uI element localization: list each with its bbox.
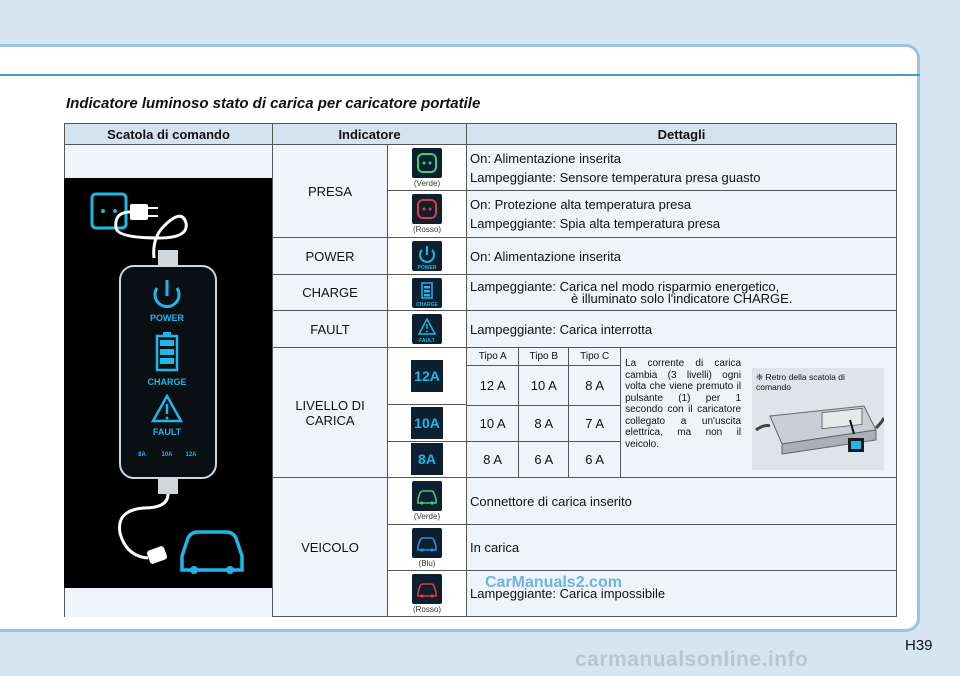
warning-icon	[412, 314, 442, 344]
level-10a-indicator	[388, 405, 467, 441]
caption-verde: (Verde)	[413, 178, 441, 188]
outlet-green-icon	[412, 148, 442, 178]
device-battery-bar	[160, 349, 174, 355]
device-battery-bar	[160, 340, 174, 346]
level-value: 8 A	[569, 365, 621, 405]
car-red-icon	[412, 574, 442, 604]
cable-strain-relief	[158, 250, 178, 266]
label-power: POWER	[273, 238, 388, 275]
detail-line: On: Protezione alta temperatura presa	[470, 197, 692, 212]
fault-indicator	[388, 311, 467, 348]
level-value: 10 A	[519, 365, 569, 405]
car-green-icon	[412, 481, 442, 511]
detail-line: On: Alimentazione inserita	[470, 150, 622, 166]
type-c-header: Tipo C	[569, 348, 621, 365]
fault-icon-label: FAULT	[419, 338, 435, 344]
livello-label-line1: LIVELLO DI	[295, 397, 365, 413]
car-blue-icon	[412, 528, 442, 558]
level-10a-icon: 10A	[411, 407, 443, 439]
device-warning-dot	[166, 417, 169, 420]
header-details: Dettagli	[467, 124, 897, 145]
power-icon	[412, 241, 442, 271]
level-8a-icon: 8A	[411, 443, 443, 475]
device-charge-label: CHARGE	[147, 377, 187, 387]
label-fault: FAULT	[273, 311, 388, 348]
detail-line: Lampeggiante: Carica nel modo risparmio energetico,	[470, 278, 780, 294]
vehicle-green-details: Connettore di carica inserito	[467, 478, 897, 525]
caption-rosso: (Rosso)	[412, 225, 441, 234]
caption-blu: (Blu)	[418, 558, 436, 568]
charger-drawing	[64, 178, 272, 588]
section-heading: Indicatore luminoso stato di carica per caricatore portatile	[66, 95, 481, 112]
control-box-back-photo	[752, 368, 884, 470]
vehicle-connector	[146, 545, 168, 564]
battery-icon	[412, 278, 442, 308]
type-a-header: Tipo A	[467, 348, 519, 365]
portable-charger-illustration	[64, 178, 272, 588]
label-presa: PRESA	[273, 145, 388, 238]
level-value: 10 A	[467, 405, 519, 441]
fault-details: Lampeggiante: Carica interrotta	[467, 311, 897, 348]
level-8a-indicator	[388, 441, 467, 477]
page-number: H39	[905, 637, 933, 654]
level-12a-indicator	[388, 348, 467, 405]
device-battery-bar	[160, 358, 174, 364]
presa-red-indicator	[388, 191, 467, 238]
header-indicator: Indicatore	[273, 124, 467, 145]
header-control-box: Scatola di comando	[65, 124, 273, 145]
device-car-wheel	[190, 566, 198, 574]
presa-red-details	[467, 191, 897, 238]
charge-details	[467, 275, 897, 311]
presa-green-indicator	[388, 145, 467, 191]
type-b-header: Tipo B	[519, 348, 569, 365]
device-battery-tip	[163, 332, 171, 336]
level-value: 12 A	[467, 365, 519, 405]
detail-line: Lampeggiante: Sensore temperatura presa guasto	[470, 169, 761, 185]
level-value: 8 A	[467, 441, 519, 477]
control-box-back-illustration	[752, 368, 884, 470]
presa-green-details	[467, 145, 897, 191]
label-veicolo: VEICOLO	[273, 478, 388, 617]
livello-label-line2: CARICA	[305, 412, 355, 428]
control-box-body	[120, 266, 216, 478]
charge-indicator	[388, 275, 467, 311]
plug-head	[130, 204, 148, 220]
watermark-carmanualsonline: carmanualsonline.info	[575, 648, 809, 671]
vehicle-red-details: Lampeggiante: Carica impossibile	[467, 571, 897, 617]
device-power-label: POWER	[149, 313, 185, 323]
caption-rosso: (Rosso)	[412, 604, 441, 614]
vehicle-red-indicator	[388, 571, 467, 617]
device-car-wheel	[226, 566, 234, 574]
device-level-8a: 8A	[138, 452, 146, 458]
detail-line: è illuminato solo l'indicatore CHARGE.	[571, 290, 793, 306]
watermark-carmanuals: CarManuals2.com	[485, 574, 622, 591]
detail-line: Lampeggiante: Spia alta temperatura presa	[470, 216, 721, 231]
level-12a-icon: 12A	[411, 360, 443, 392]
outlet-icon	[92, 194, 126, 228]
level-value: 6 A	[569, 441, 621, 477]
outlet-pin	[113, 209, 117, 213]
device-level-10a: 10A	[161, 452, 173, 458]
label-charge: CHARGE	[273, 275, 388, 311]
power-details: On: Alimentazione inserita	[467, 238, 897, 275]
level-value: 7 A	[569, 405, 621, 441]
caption-verde: (Verde)	[413, 512, 441, 521]
level-value: 8 A	[519, 405, 569, 441]
cable-strain-relief-bottom	[158, 478, 178, 494]
power-indicator	[388, 238, 467, 275]
charge-icon-label: CHARGE	[416, 301, 438, 308]
vehicle-blue-indicator	[388, 525, 467, 571]
level-note: La corrente di carica cambia (3 livelli) ogni volta che viene premuto il pulsante (1) per 1 secondo con il caricatore collegato a un'uscita elettrica, ma non il veicolo.	[625, 358, 742, 450]
device-fault-label: FAULT	[152, 427, 182, 437]
device-car-icon	[182, 532, 242, 570]
vehicle-green-indicator	[388, 478, 467, 525]
outlet-pin	[101, 209, 105, 213]
header-rule	[0, 74, 920, 76]
inset-caption: ❈ Retro della scatola di comando	[756, 372, 845, 392]
outlet-red-icon	[412, 194, 442, 224]
vehicle-blue-details: In carica	[467, 525, 897, 571]
power-icon-label: POWER	[417, 265, 437, 271]
device-level-12a: 12A	[185, 452, 197, 458]
level-value: 6 A	[519, 441, 569, 477]
label-livello	[273, 348, 388, 478]
